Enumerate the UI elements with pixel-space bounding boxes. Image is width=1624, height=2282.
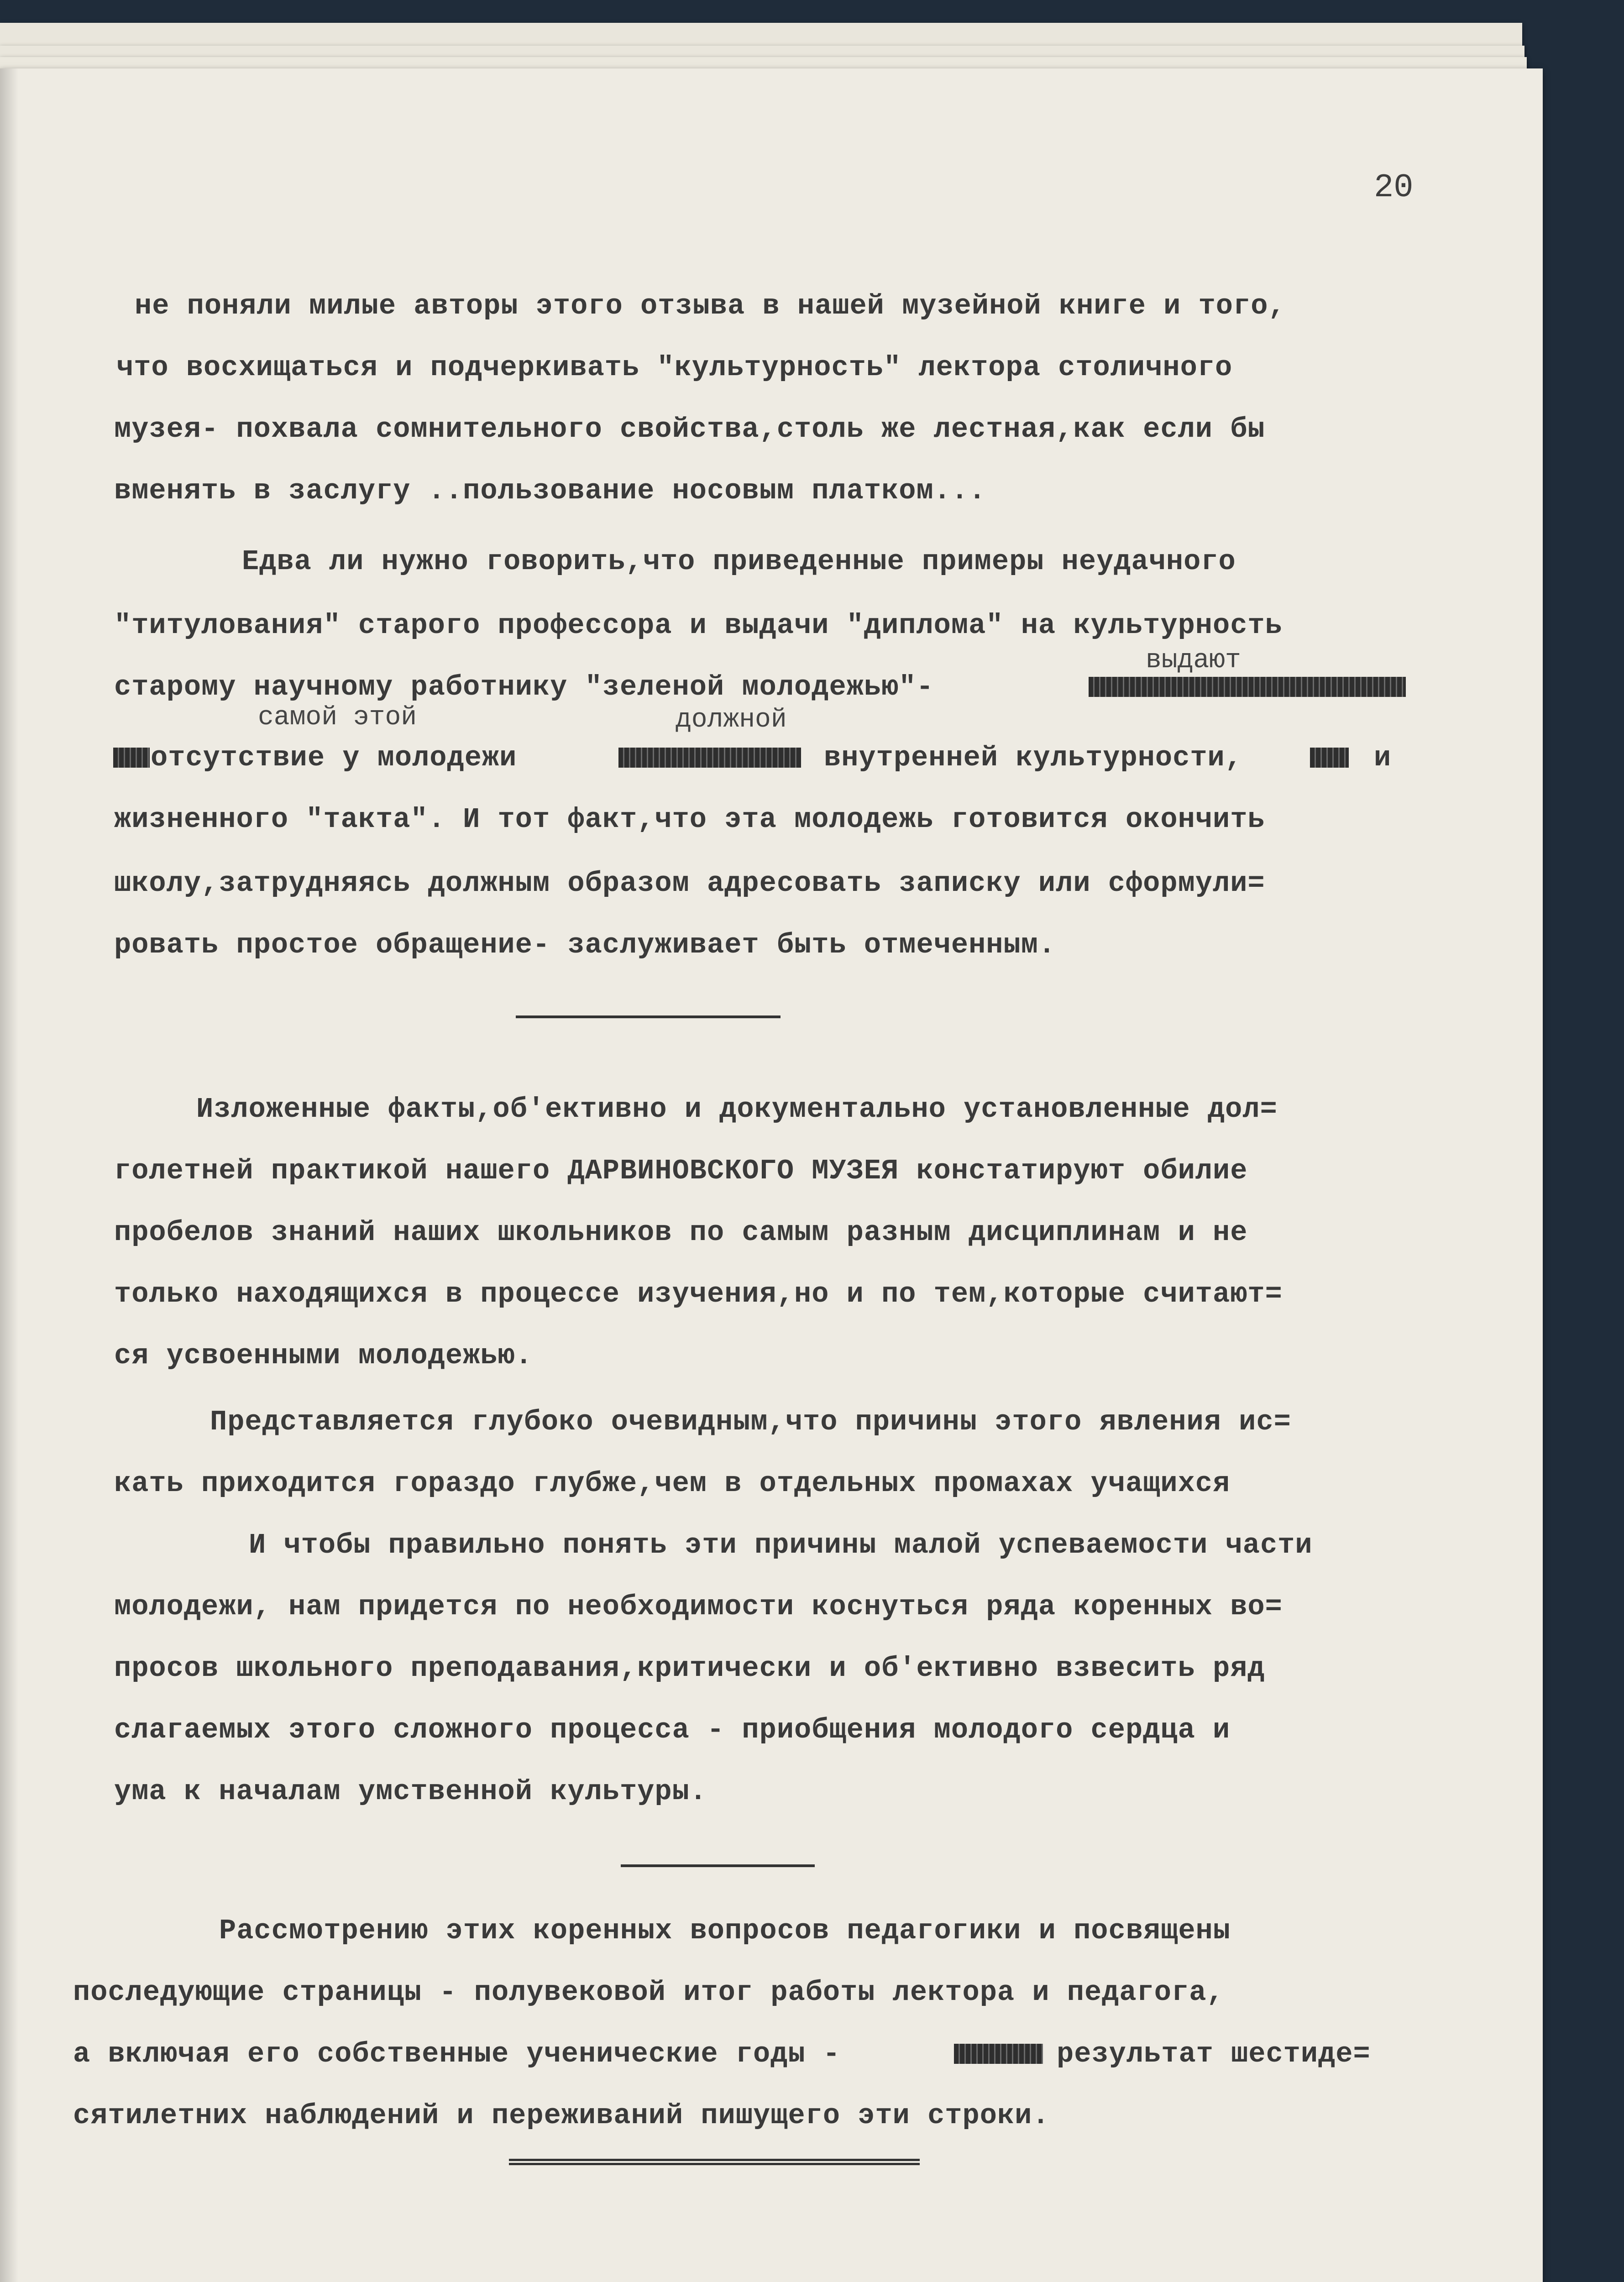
- text-line: отсутствие у молодежи: [151, 742, 517, 774]
- end-divider: [509, 2159, 920, 2165]
- struck-out-text: [1310, 748, 1349, 768]
- text-line: просов школьного преподавания,критически и об'ективно взвесить ряд: [114, 1652, 1265, 1685]
- text-line: ума к началам умственной культуры.: [114, 1775, 707, 1808]
- text-line: что восхищаться и подчеркивать "культурность" лектора столичного: [116, 351, 1233, 384]
- text-line: голетней практикой нашего ДАРВИНОВСКОГО МУЗЕЯ констатируют обилие: [114, 1155, 1248, 1187]
- text-line: только находящихся в процессе изучения,но и по тем,которые считают=: [114, 1278, 1283, 1310]
- text-line: не поняли милые авторы этого отзыва в нашей музейной книге и того,: [135, 290, 1286, 322]
- page-number: 20: [1374, 169, 1414, 206]
- inserted-word: выдают: [1146, 646, 1241, 675]
- text-line: Представляется глубоко очевидным,что причины этого явления ис=: [210, 1406, 1291, 1438]
- text-line: Рассмотрению этих коренных вопросов педагогики и посвящены: [219, 1915, 1231, 1947]
- text-line: ся усвоенными молодежью.: [114, 1340, 533, 1372]
- text-line: результат шестиде=: [1057, 2038, 1371, 2070]
- section-divider: [621, 1864, 815, 1867]
- text-line: и: [1374, 742, 1392, 774]
- text-line: ровать простое обращение- заслуживает быть отмеченным.: [114, 929, 1056, 961]
- text-line: "титулования" старого профессора и выдачи "диплома" на культурность: [114, 609, 1283, 642]
- text-line: а включая его собственные ученические годы -: [73, 2038, 841, 2070]
- text-line: И чтобы правильно понять эти причины малой успеваемости части: [249, 1529, 1313, 1561]
- inserted-word: должной: [676, 705, 787, 735]
- text-line: школу,затрудняясь должным образом адресовать записку или сформули=: [114, 867, 1265, 900]
- text-line: молодежи, нам придется по необходимости коснуться ряда коренных во=: [114, 1591, 1283, 1623]
- text-line: музея- похвала сомнительного свойства,столь же лестная,как если бы: [114, 413, 1265, 445]
- struck-out-text: [954, 2044, 1043, 2064]
- text-line: вменять в заслугу ..пользование носовым платком...: [114, 475, 986, 507]
- text-line: слагаемых этого сложного процесса - приобщения молодого сердца и: [114, 1714, 1231, 1746]
- struck-out-text: [1089, 677, 1406, 697]
- text-line: старому научному работнику "зеленой молодежью"-: [114, 671, 934, 703]
- struck-out-text: [618, 748, 801, 768]
- text-line: кать приходится гораздо глубже,чем в отдельных промахах учащихся: [114, 1467, 1231, 1500]
- text-line: последующие страницы - полувековой итог работы лектора и педагога,: [73, 1976, 1224, 2009]
- text-line: внутренней культурности,: [824, 742, 1242, 774]
- text-line: Изложенные факты,об'ективно и документально установленные дол=: [196, 1093, 1278, 1125]
- text-line: сятилетних наблюдений и переживаний пишущего эти строки.: [73, 2099, 1050, 2132]
- text-line: Едва ли нужно говорить,что приведенные примеры неудачного: [242, 545, 1236, 578]
- struck-out-text: [113, 748, 150, 768]
- text-line: жизненного "такта". И тот факт,что эта молодежь готовится окончить: [114, 803, 1265, 836]
- page-gutter-shadow: [0, 68, 18, 2282]
- section-divider: [516, 1015, 781, 1018]
- inserted-word: самой этой: [258, 703, 417, 733]
- text-line: пробелов знаний наших школьников по самым разным дисциплинам и не: [114, 1216, 1248, 1249]
